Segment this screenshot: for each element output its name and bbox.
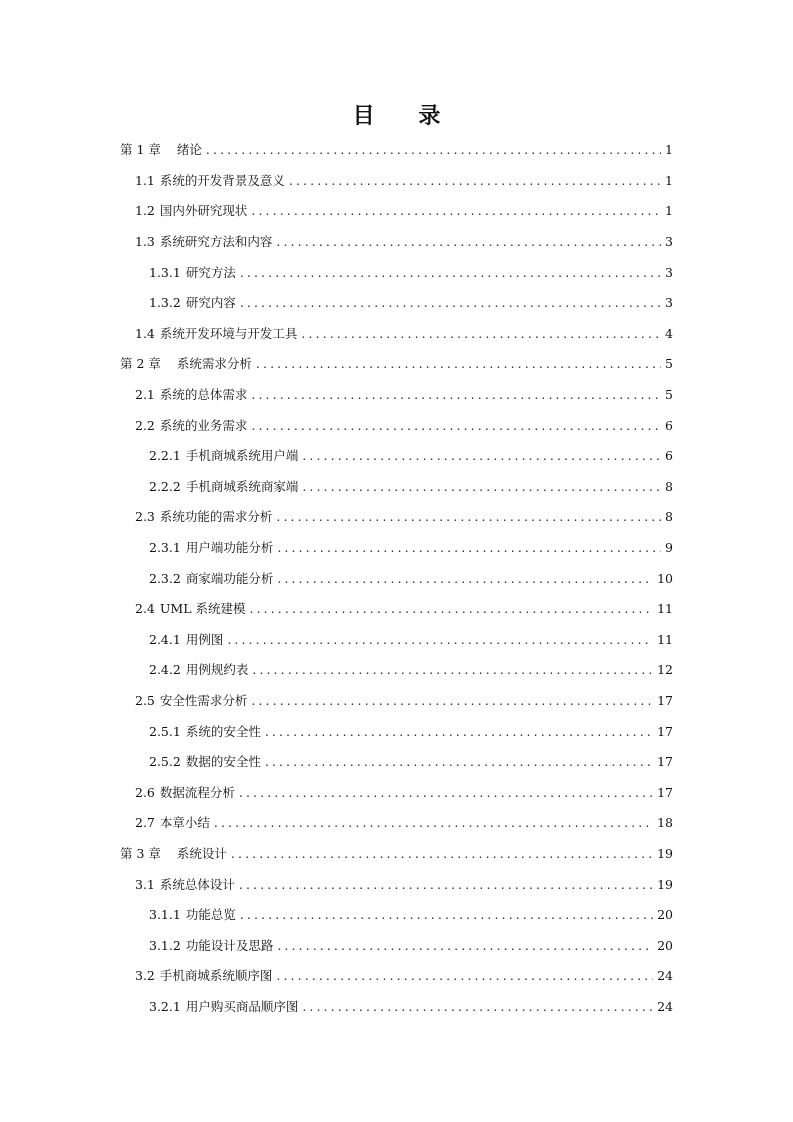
- toc-entry-number: 2.4: [135, 601, 155, 617]
- toc-entry[interactable]: [0, 410, 793, 441]
- toc-entry-number: 2.4.1: [149, 631, 181, 647]
- toc-entry-line: [135, 509, 673, 525]
- toc-dot-leader: [251, 693, 653, 709]
- toc-entry-line: [149, 540, 673, 556]
- toc-entry[interactable]: [0, 257, 793, 288]
- toc-entry-line: [135, 693, 673, 709]
- toc-dot-leader: [277, 540, 661, 556]
- toc-entry-page: 10: [657, 570, 673, 586]
- toc-entry-title: 系统研究方法和内容: [159, 234, 273, 250]
- toc-dot-leader: [302, 999, 653, 1015]
- toc-entry[interactable]: [0, 319, 793, 350]
- toc-entry-line: [135, 815, 673, 831]
- toc-entry-line: [149, 938, 673, 954]
- toc-entry[interactable]: [0, 992, 793, 1023]
- toc-entry-number: 3.1.1: [149, 907, 181, 923]
- toc-entry-line: [149, 724, 673, 740]
- toc-dot-leader: [302, 448, 661, 464]
- toc-entry-page: 18: [657, 815, 673, 831]
- toc-dot-leader: [239, 785, 653, 801]
- toc-entry-number: 2.3.1: [149, 540, 181, 556]
- toc-entry-page: 17: [657, 754, 673, 770]
- toc-entry-line: [149, 999, 673, 1015]
- toc-entry-number: 第 1 章: [120, 142, 161, 158]
- toc-entry-page: 3: [665, 295, 673, 311]
- toc-entry-number: 1.2: [135, 203, 155, 219]
- toc-dot-leader: [240, 265, 661, 281]
- toc-entry[interactable]: [0, 533, 793, 564]
- toc-dot-leader: [276, 509, 661, 525]
- toc-dot-leader: [301, 326, 661, 342]
- toc-entry-title: 安全性需求分析: [159, 692, 248, 708]
- toc-dot-leader: [251, 387, 661, 403]
- toc-entry-page: 6: [665, 417, 673, 433]
- toc-entry-number: 3.2.1: [149, 998, 181, 1014]
- toc-entry-line: [135, 877, 673, 893]
- toc-entry-page: 17: [657, 723, 673, 739]
- toc-entry-page: 20: [657, 937, 673, 953]
- toc-entry-page: 20: [657, 907, 673, 923]
- toc-entry-number: 2.7: [135, 815, 155, 831]
- toc-entry-page: 24: [657, 998, 673, 1014]
- toc-entry-title: 用户端功能分析: [185, 540, 274, 556]
- toc-entry-number: 2.3: [135, 509, 155, 525]
- toc-entry-line: [149, 448, 673, 464]
- toc-entry-line: [149, 479, 673, 495]
- toc-dot-leader: [227, 632, 653, 648]
- toc-entry-number: 1.3: [135, 234, 155, 250]
- toc-dot-leader: [239, 877, 653, 893]
- toc-dot-leader: [277, 938, 653, 954]
- toc-entry-line: [135, 326, 673, 342]
- toc-entry[interactable]: [0, 625, 793, 656]
- toc-entry-line: [135, 203, 673, 219]
- toc-entry[interactable]: [0, 686, 793, 717]
- toc-entry-title: 用例图: [185, 631, 224, 647]
- toc-dot-leader: [277, 571, 653, 587]
- toc-entry-number: 2.1: [135, 387, 155, 403]
- toc-entry[interactable]: [0, 930, 793, 961]
- toc-entry-number: 2.2.2: [149, 478, 181, 494]
- toc-entry[interactable]: [0, 227, 793, 258]
- toc-entry-number: 1.3.1: [149, 264, 181, 280]
- toc-list: [0, 135, 793, 1022]
- toc-entry[interactable]: [0, 288, 793, 319]
- toc-entry-line: [149, 295, 673, 311]
- toc-dot-leader: [276, 234, 661, 250]
- toc-entry-number: 2.4.2: [149, 662, 181, 678]
- toc-entry-page: 5: [665, 356, 673, 372]
- toc-entry-page: 17: [657, 692, 673, 708]
- toc-dot-leader: [214, 815, 653, 831]
- toc-entry-page: 8: [665, 509, 673, 525]
- toc-dot-leader: [240, 907, 653, 923]
- toc-entry-title: UML 系统建模: [159, 601, 246, 617]
- toc-entry[interactable]: [0, 747, 793, 778]
- toc-entry-number: 2.5.2: [149, 754, 181, 770]
- toc-entry-title: 系统功能的需求分析: [159, 509, 273, 525]
- toc-entry-page: 19: [657, 845, 673, 861]
- toc-entry-line: [149, 754, 673, 770]
- toc-dot-leader: [251, 203, 661, 219]
- toc-entry[interactable]: [0, 563, 793, 594]
- toc-entry-title: 国内外研究现状: [159, 203, 248, 219]
- toc-entry-title: 数据的安全性: [185, 754, 261, 770]
- toc-entry-title: 研究方法: [185, 264, 236, 280]
- toc-entry-title: 绪论: [176, 142, 202, 158]
- toc-entry-title: 系统设计: [176, 845, 227, 861]
- toc-entry-page: 12: [657, 662, 673, 678]
- toc-entry-title: 功能设计及思路: [185, 937, 274, 953]
- toc-entry[interactable]: [0, 472, 793, 503]
- toc-dot-leader: [289, 173, 661, 189]
- toc-entry[interactable]: [0, 716, 793, 747]
- toc-dot-leader: [252, 662, 653, 678]
- toc-entry-title: 功能总览: [185, 907, 236, 923]
- toc-dot-leader: [256, 356, 661, 372]
- toc-entry-page: 4: [665, 325, 673, 341]
- toc-entry[interactable]: [0, 900, 793, 931]
- toc-entry[interactable]: [0, 380, 793, 411]
- toc-entry[interactable]: [0, 777, 793, 808]
- toc-entry-page: 8: [665, 478, 673, 494]
- toc-entry-title: 系统的开发背景及意义: [159, 172, 285, 188]
- toc-entry-line: [120, 142, 673, 158]
- toc-entry-page: 1: [665, 142, 673, 158]
- toc-entry-number: 2.3.2: [149, 570, 181, 586]
- toc-entry[interactable]: [0, 961, 793, 992]
- toc-entry-title: 研究内容: [185, 295, 236, 311]
- toc-entry-line: [135, 173, 673, 189]
- toc-entry-line: [120, 356, 673, 372]
- toc-entry[interactable]: [0, 869, 793, 900]
- toc-entry-number: 第 3 章: [120, 845, 161, 861]
- toc-entry-number: 1.4: [135, 325, 155, 341]
- toc-entry-line: [135, 387, 673, 403]
- toc-entry[interactable]: [0, 349, 793, 380]
- toc-entry-line: [149, 662, 673, 678]
- toc-entry-page: 3: [665, 234, 673, 250]
- toc-entry-line: [149, 571, 673, 587]
- toc-entry[interactable]: [0, 135, 793, 166]
- toc-entry-title: 系统的安全性: [185, 723, 261, 739]
- toc-entry-line: [135, 785, 673, 801]
- toc-entry-page: 1: [665, 172, 673, 188]
- toc-entry-number: 2.2.1: [149, 448, 181, 464]
- toc-entry-number: 第 2 章: [120, 356, 161, 372]
- toc-entry-title: 系统总体设计: [159, 876, 235, 892]
- toc-entry-title: 本章小结: [159, 815, 210, 831]
- toc-dot-leader: [302, 479, 661, 495]
- toc-entry-page: 19: [657, 876, 673, 892]
- toc-entry-line: [135, 601, 673, 617]
- toc-entry-number: 3.2: [135, 968, 155, 984]
- toc-entry-line: [135, 234, 673, 250]
- toc-dot-leader: [240, 295, 661, 311]
- toc-entry-page: 5: [665, 387, 673, 403]
- toc-entry-number: 2.6: [135, 784, 155, 800]
- toc-entry-title: 手机商城系统顺序图: [159, 968, 273, 984]
- toc-entry-page: 9: [665, 540, 673, 556]
- toc-entry-number: 1.1: [135, 172, 155, 188]
- toc-entry[interactable]: [0, 196, 793, 227]
- toc-entry[interactable]: [0, 502, 793, 533]
- toc-entry-number: 1.3.2: [149, 295, 181, 311]
- toc-entry-title: 手机商城系统商家端: [185, 478, 299, 494]
- toc-entry-line: [149, 265, 673, 281]
- toc-dot-leader: [250, 601, 654, 617]
- toc-entry-title: 系统开发环境与开发工具: [159, 325, 298, 341]
- toc-entry-title: 系统的总体需求: [159, 387, 248, 403]
- toc-entry-title: 用户购买商品顺序图: [185, 998, 299, 1014]
- toc-entry-line: [135, 418, 673, 434]
- toc-entry-line: [149, 632, 673, 648]
- toc-entry-line: [120, 846, 673, 862]
- toc-entry-title: 手机商城系统用户端: [185, 448, 299, 464]
- toc-entry-page: 17: [657, 784, 673, 800]
- toc-entry[interactable]: [0, 166, 793, 197]
- toc-entry[interactable]: [0, 808, 793, 839]
- toc-entry-title: 商家端功能分析: [185, 570, 274, 586]
- toc-dot-leader: [206, 142, 661, 158]
- toc-entry-page: 1: [665, 203, 673, 219]
- toc-entry-page: 24: [657, 968, 673, 984]
- toc-dot-leader: [265, 724, 653, 740]
- toc-entry[interactable]: [0, 655, 793, 686]
- toc-entry[interactable]: [0, 594, 793, 625]
- toc-dot-leader: [251, 418, 661, 434]
- toc-entry-line: [149, 907, 673, 923]
- toc-entry-page: 6: [665, 448, 673, 464]
- toc-entry-page: 11: [657, 601, 673, 617]
- toc-entry-number: 3.1: [135, 876, 155, 892]
- toc-entry-title: 用例规约表: [185, 662, 249, 678]
- toc-entry-title: 系统的业务需求: [159, 417, 248, 433]
- toc-entry-title: 系统需求分析: [176, 356, 252, 372]
- toc-entry[interactable]: [0, 441, 793, 472]
- page-title: 目 录: [352, 103, 459, 129]
- toc-dot-leader: [231, 846, 653, 862]
- toc-dot-leader: [276, 968, 653, 984]
- toc-dot-leader: [265, 754, 653, 770]
- toc-entry-page: 3: [665, 264, 673, 280]
- toc-entry-title: 数据流程分析: [159, 784, 235, 800]
- toc-entry[interactable]: [0, 839, 793, 870]
- toc-entry-number: 2.5: [135, 692, 155, 708]
- toc-entry-number: 3.1.2: [149, 937, 181, 953]
- toc-entry-number: 2.2: [135, 417, 155, 433]
- toc-entry-line: [135, 968, 673, 984]
- toc-entry-page: 11: [657, 631, 673, 647]
- toc-entry-number: 2.5.1: [149, 723, 181, 739]
